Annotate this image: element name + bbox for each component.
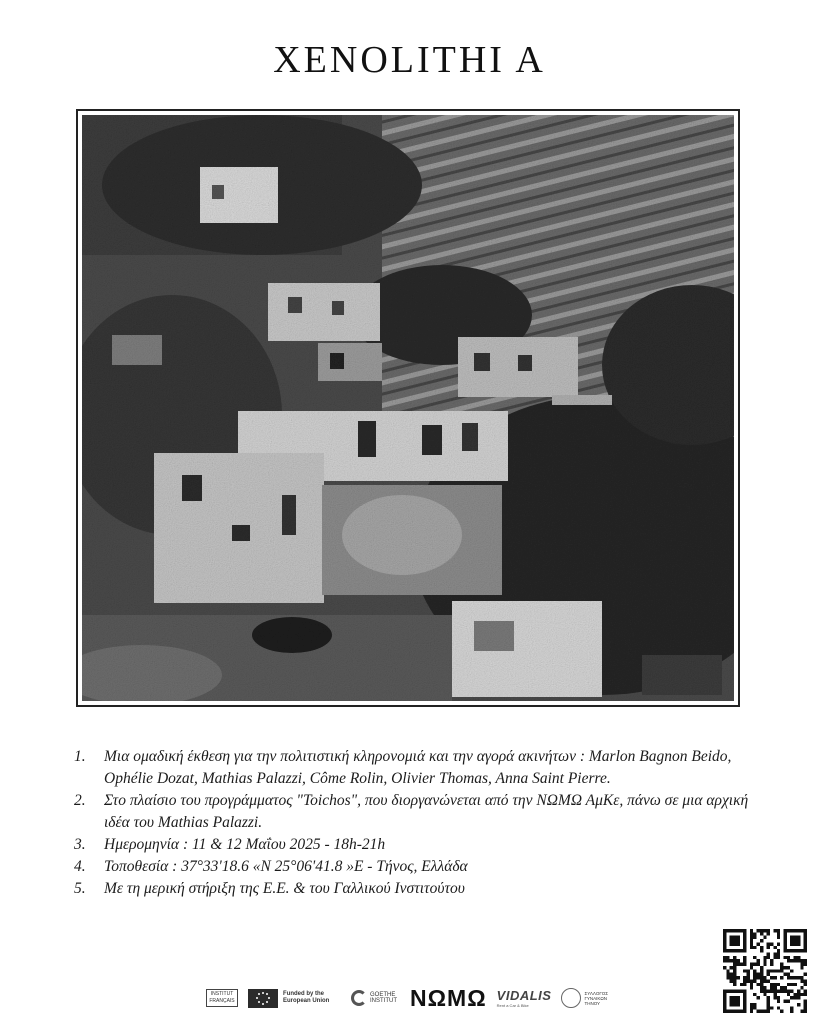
list-item-number: 2. xyxy=(74,792,86,809)
poster-title: XENOLITHI A xyxy=(273,39,546,81)
list-item xyxy=(74,746,754,790)
list-item-text: Μια ομαδική έκθεση για την πολιτιστική κληρονομιά και την αγορά ακινήτων : Marlon Bagnon Beido, Ophélie Dozat, Mathias Palazzi, Côme Rolin, Olivier Thomas, Anna Saint Pierre. xyxy=(104,748,732,787)
list-item-number: 3. xyxy=(74,836,86,853)
list-item xyxy=(74,856,754,878)
association-mark-icon xyxy=(561,988,581,1008)
list-item-number: 4. xyxy=(74,858,86,875)
list-item-text: Τοποθεσία : 37°33'18.6 «N 25°06'41.8 »E - Τήνος, Ελλάδα xyxy=(104,858,468,875)
vidalis-sub-label: Rent a Car & Bike xyxy=(496,1003,529,1008)
list-item-number: 5. xyxy=(74,880,86,897)
eu-logo xyxy=(248,989,341,1008)
eu-label: Funded by the European Union xyxy=(283,991,330,1004)
list-item-text: Στο πλαίσιο του προγράμματος "Toichos", που διοργανώνεται από την ΝΩΜΩ ΑμΚε, πάνω σε μια αρχική ιδέα του Mathias Palazzi. xyxy=(104,792,749,831)
institut-francais-label: INSTITUT FRANÇAIS xyxy=(209,991,235,1004)
sponsor-logos xyxy=(206,986,614,1010)
vidalis-label: VIDALIS xyxy=(496,988,552,1003)
qr-code[interactable] xyxy=(723,929,807,1013)
list-item-number: 1. xyxy=(74,748,86,765)
womens-association-logo xyxy=(561,988,614,1008)
goethe-mark-icon xyxy=(351,990,367,1006)
nomo-logo: ΝΩΜΩ xyxy=(410,984,487,1011)
list-item xyxy=(74,790,754,834)
association-label: ΣΥΛΛΟΓΟΣ ΓΥΝΑΙΚΩΝ ΤΗΝΟΥ xyxy=(584,990,609,1006)
goethe-logo xyxy=(351,990,400,1006)
institut-francais-logo xyxy=(206,989,238,1007)
list-item xyxy=(74,878,754,900)
qr-code-icon xyxy=(723,929,807,1013)
photo-frame xyxy=(76,109,740,707)
goethe-label: GOETHE INSTITUT xyxy=(370,992,397,1004)
eu-flag-icon xyxy=(248,989,278,1008)
list-item-text: Με τη μερική στήριξη της Ε.Ε. & του Γαλλικού Ινστιτούτου xyxy=(104,880,465,897)
list-item-text: Ημερομηνία : 11 & 12 Μαΐου 2025 - 18h-21h xyxy=(104,836,386,853)
vidalis-logo xyxy=(497,988,552,1008)
village-landscape-photo xyxy=(82,115,734,701)
info-list xyxy=(74,746,754,900)
list-item xyxy=(74,834,754,856)
